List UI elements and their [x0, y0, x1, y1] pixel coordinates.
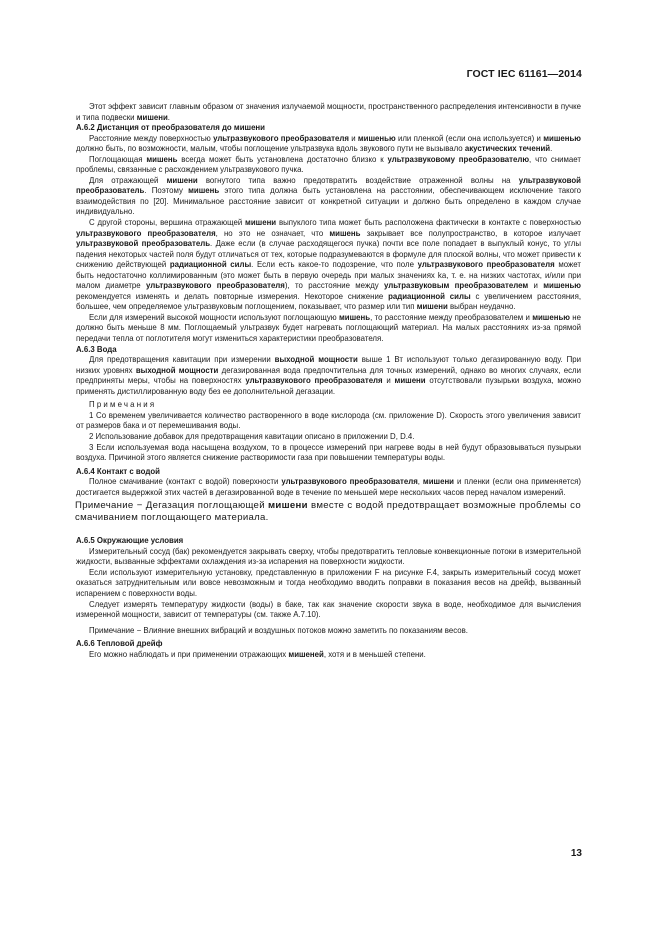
paragraph: Следует измерять температуру жидкости (воды) в баке, так как значение скорости звука в воде, необходимое для вычисления измеренной мощности, зависит от температуры (см. также А.7.10).	[76, 599, 581, 620]
paragraph: Если для измерений высокой мощности используют поглощающую мишень, то расстояние между преобразователем и мишенью не должно быть меньше 8 мм. Поглощаемый ультразвук будет нагревать поглощающий материал. На малых расстояниях из-за прямой передачи тепла от поглотителя могут измениться характеристики преобразователя.	[76, 312, 582, 344]
paragraph: Его можно наблюдать и при применении отражающих мишеней, хотя и в меньшей степени.	[89, 649, 426, 659]
paragraph: Поглощающая мишень всегда может быть установлена достаточно близко к ультразвуковому преобразователю, что снимает проблемы, связанные с расхождением ультразвукового пучка.	[76, 154, 581, 175]
note-item: 1 Со временем увеличивается количество растворенного в воде кислорода (см. приложение D). Скорость этого увеличения зависит от размеров бака и от перемешивания воды.	[76, 410, 581, 431]
note-item: 2 Использование добавок для предотвращения кавитации описано в приложении D, D.4.	[89, 431, 415, 441]
section-heading-a62: А.6.2 Дистанция от преобразователя до мишени	[76, 123, 265, 133]
page-number: 13	[570, 848, 582, 859]
note-item: 3 Если используемая вода насыщена воздухом, то в процессе измерений при нагреве воды в ней будут образовываться пузырьки воздуха. Причиной этого является снижение растворимости газа при повышении температуры воды.	[76, 442, 581, 463]
paragraph: Для отражающей мишени вогнутого типа важно предотвратить воздействие отраженной волны на ультразвуковой преобразователь. Поэтому мишень этого типа должна быть установлена на расстоянии, обеспечивающем исключение такого взаимодействия по [20]. Минимальное расстояние зависит от конкретной ситуации и должно быть определено в каждом случае индивидуально.	[76, 175, 581, 217]
paragraph: Если используют измерительную установку, представленную в приложении F на рисунке F.4, закрыть измерительный сосуд может оказаться затруднительным или вовсе невозможным и тогда необходимо вводить поправки в показания весов на дрейф, вызванный испарением с поверхности воды.	[76, 567, 581, 598]
note-large: Примечание − Дегазация поглощающей мишени вместе с водой предотвращает возможные проблемы со смачиванием поглощающего материала.	[75, 500, 581, 524]
paragraph: Этот эффект зависит главным образом от значения излучаемой мощности, пространственного распределения интенсивности в пучке и типа подвески мишени.	[76, 102, 581, 122]
section-heading-a64: А.6.4 Контакт с водой	[76, 466, 160, 476]
notes-label: Примечания	[89, 400, 157, 410]
section-heading-a65: А.6.5 Окружающие условия	[76, 536, 184, 546]
paragraph: Расстояние между поверхностью ультразвукового преобразователя и мишенью или пленкой (если она используется) и мишенью должно быть, по возможности, малым, чтобы поглощение ультразвука вдоль звукового пути не вызывало акустических течений.	[76, 133, 581, 154]
note-small: Примечание − Влияние внешних вибраций и воздушных потоков можно заметить по показаниям весов.	[89, 625, 468, 635]
paragraph: С другой стороны, вершина отражающей мишени выпуклого типа может быть расположена фактически в контакте с поверхностью ультразвукового преобразователя, но это не означает, что мишень закрывает все полупространство, в которое излучает ультразвуковой преобразователь. Даже если (в случае расходящегося пучка) почти все поле попадает в выпуклый конус, то углы падения некоторых частей поля будут отличаться от тех, которые подразумеваются в формуле для плоской волны, что может привести к снижению действующей радиационной силы. Если есть какое-то подозрение, что поле ультразвукового преобразователя может быть недостаточно коллимированным (это может быть в первую очередь при малых значениях ka, т. е. на низких частотах, и/или при малом диаметре ультразвукового преобразователя), то расстояние между ультразвуковым преобразователем и мишенью рекомендуется изменять и делать повторные измерения. Некоторое снижение радиационной силы с увеличением расстояния, большее, чем определяемое ультразвуковым поглощением, показывает, что размер или тип мишени выбран неудачно.	[76, 218, 582, 312]
section-heading-a66: А.6.6 Тепловой дрейф	[76, 639, 163, 649]
paragraph: Для предотвращения кавитации при измерении выходной мощности выше 1 Вт используют только дегазированную воду. При низких уровнях выходной мощности дегазированная вода предпочтительна для точных измерений, однако во многих случаях, если предприняты меры, чтобы на поверхностях ультразвукового преобразователя и мишени отсутствовали пузырьки воздуха, можно применять дистиллированную воду без ее дополнительной дегазации.	[76, 355, 581, 396]
paragraph: Измерительный сосуд (бак) рекомендуется закрывать сверху, чтобы предотвратить тепловые конвекционные потоки в измерительной жидкости, вызванные эффектами охлаждения из-за испарения на поверхности жидкости.	[76, 546, 581, 567]
standard-header: ГОСТ IEC 61161—2014	[466, 68, 582, 80]
section-heading-a63: А.6.3 Вода	[76, 344, 117, 354]
paragraph: Полное смачивание (контакт с водой) поверхности ультразвукового преобразователя, мишени и пленки (если она применяется) достигается выдержкой этих частей в дегазированной воде в течение по меньшей мере нескольких часов перед началом измерений.	[76, 477, 582, 497]
page-body	[76, 102, 581, 660]
